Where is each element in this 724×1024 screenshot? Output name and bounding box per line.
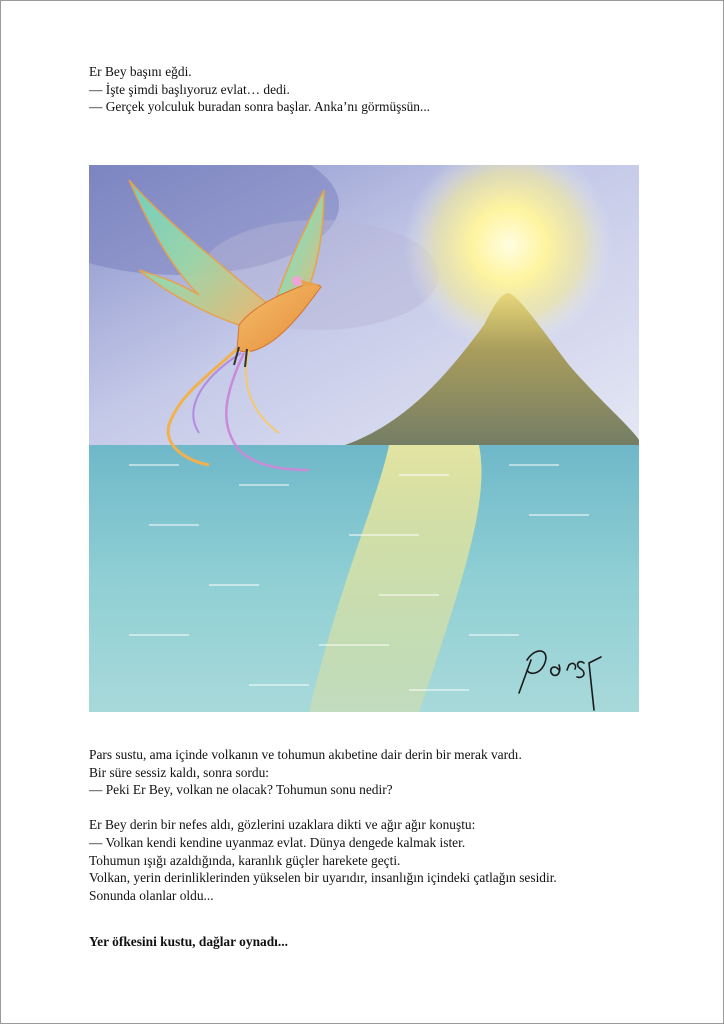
text-line: Er Bey derin bir nefes aldı, gözlerini uzaklara dikti ve ağır ağır konuştu:: [89, 817, 476, 833]
text-line: — Volkan kendi kendine uyanmaz evlat. Dünya dengede kalmak ister.: [89, 834, 466, 850]
text-line: Tohumun ışığı azaldığında, karanlık güçler harekete geçti.: [89, 852, 401, 868]
illustration-canvas: [89, 165, 639, 712]
dialogue-section: [89, 746, 557, 904]
text-line: Er Bey başını eğdi.: [89, 64, 192, 79]
text-line: Pars sustu, ama içinde volkanın ve tohumun akıbetine dair derin bir merak vardı.: [89, 747, 522, 762]
text-line: Bir süre sessiz kaldı, sonra sordu:: [89, 764, 270, 780]
text-line: Volkan, yerin derinliklerinden yükselen bir uyarıdır, insanlığın içindeki çatlağın sesidir.: [89, 870, 557, 886]
phoenix-volcano-illustration: [89, 165, 639, 712]
text-line: — Peki Er Bey, volkan ne olacak? Tohumun sonu nedir?: [89, 782, 393, 798]
opening-paragraph: [89, 63, 430, 116]
paragraph-spacer: [89, 799, 557, 817]
text-line: — Gerçek yolculuk buradan sonra başlar. Anka’nı görmüşsün...: [89, 99, 431, 115]
text-line: Sonunda olanlar oldu...: [89, 887, 214, 903]
text-line: — İşte şimdi başlıyoruz evlat… dedi.: [89, 81, 290, 97]
closing-line: Yer öfkesini kustu, dağlar oynadı...: [89, 934, 288, 949]
